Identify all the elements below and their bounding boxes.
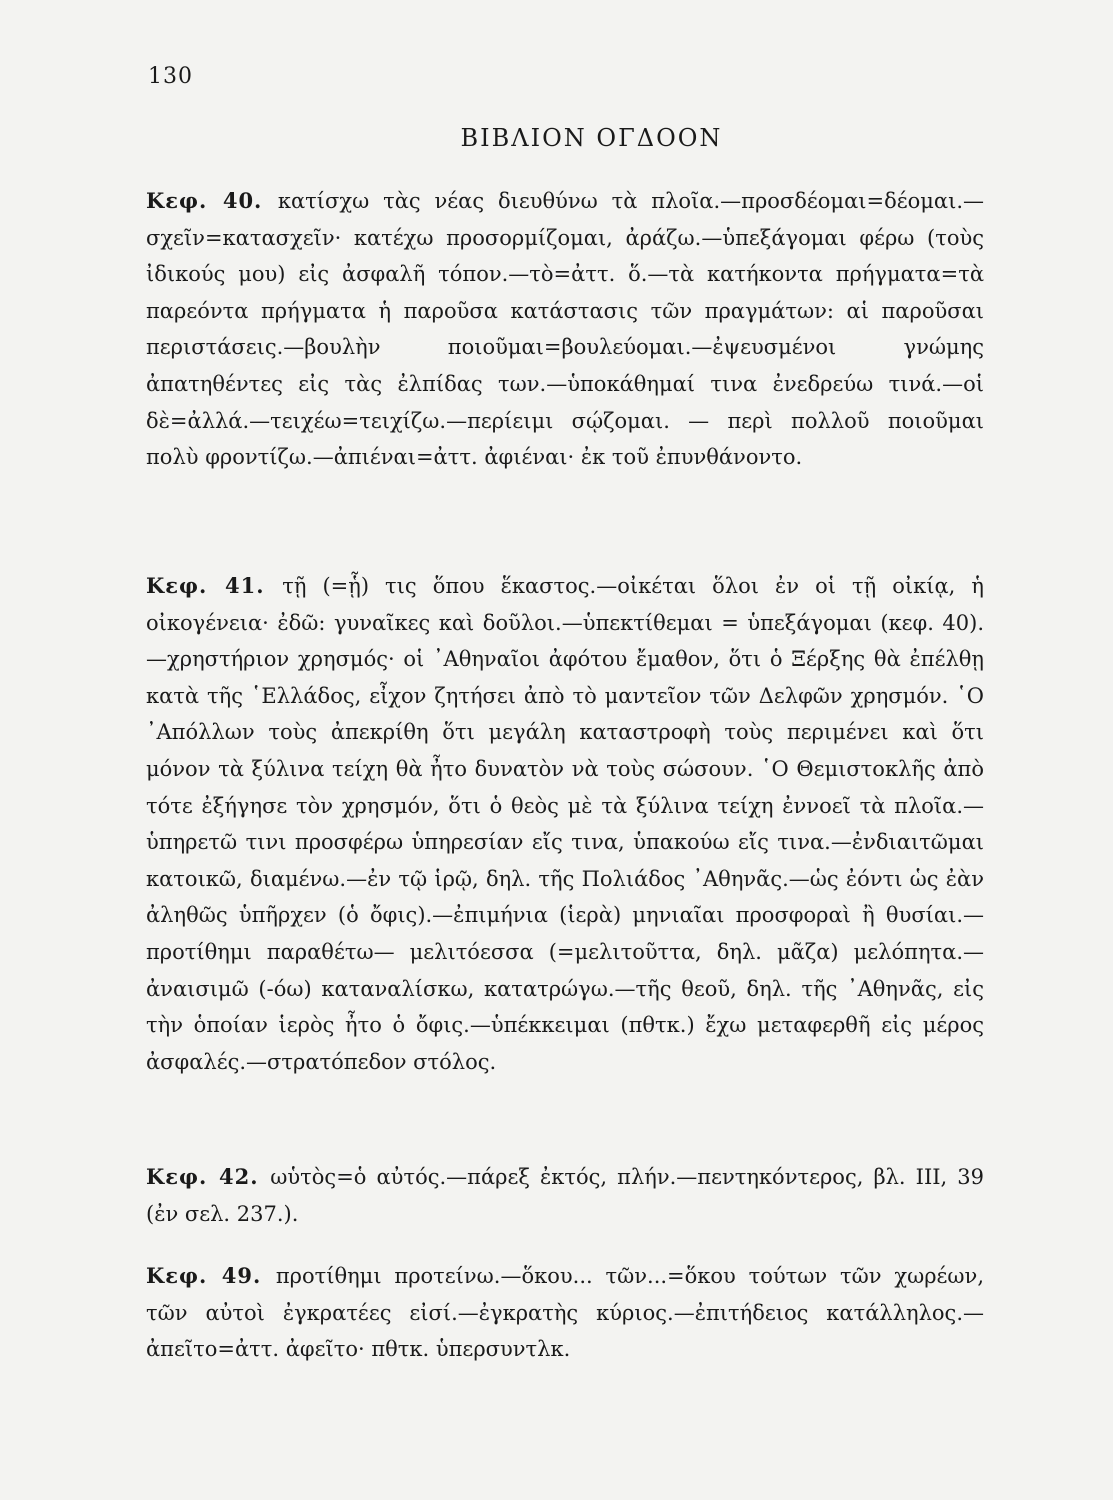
commentary-section-49 xyxy=(146,1258,984,1368)
chapter-label: Κεφ. 41. xyxy=(146,573,283,598)
commentary-text: προτίθημι προτείνω.—ὅκου... τῶν...=ὅκου τούτων τῶν χωρέων, τῶν αὐτοὶ ἐγκρατέες εἰσί.—ἐγκρατὴς κύριος.—ἐπιτήδειος κατάλληλος.—ἀπεῖτο=ἀττ. ἀφεῖτο· πθτκ. ὑπερσυντλκ. xyxy=(146,1264,984,1362)
commentary-section-42 xyxy=(146,1159,984,1232)
commentary-text: κατίσχω τὰς νέας διευθύνω τὰ πλοῖα.—προσδέομαι=δέομαι.—σχεῖν=κατασχεῖν· κατέχω προσορμίζομαι, ἀράζω.—ὑπεξάγομαι φέρω (τοὺς ἰδικούς μου) εἰς ἀσφαλῆ τόπον.—τὸ=ἀττ. ὅ.—τὰ κατήκοντα πρήγματα=τὰ παρεόντα πρήγματα ἡ παροῦσα κατάστασις τῶν πραγμάτων: αἱ παροῦσαι περιστάσεις.—βουλὴν ποιοῦμαι=βουλεύομαι.—ἐψευσμένοι γνώμης ἀπατηθέντες εἰς τὰς ἐλπίδας των.—ὑποκάθημαί τινα ἐνεδρεύω τινά.—οἱ δὲ=ἀλλά.—τειχέω=τειχίζω.—περίειμι σῴζομαι. — περὶ πολλοῦ ποιοῦμαι πολὺ φροντίζω.—ἀπιέναι=ἀττ. ἀφιέναι· ἐκ τοῦ ἐπυνθάνοντο. xyxy=(146,189,984,470)
chapter-label: Κεφ. 49. xyxy=(146,1263,276,1288)
page-number: 130 xyxy=(148,64,193,89)
chapter-label: Κεφ. 40. xyxy=(146,188,278,213)
page-title: ΒΙΒΛΙΟΝ ΟΓΔΟΟΝ xyxy=(460,124,723,152)
commentary-section-41 xyxy=(146,568,984,1080)
chapter-label: Κεφ. 42. xyxy=(146,1164,271,1189)
commentary-section-40 xyxy=(146,183,984,476)
commentary-text: τῇ (=ᾗ) τις ὅπου ἕκαστος.—οἰκέται ὅλοι ἐν οἱ τῇ οἰκίᾳ, ἡ οἰκογένεια· ἐδῶ: γυναῖκες καὶ δοῦλοι.—ὑπεκτίθεμαι = ὑπεξάγομαι (κεφ. 40).—χρηστήριον χρησμός· οἱ ᾿Αθηναῖοι ἀφότου ἔμαθον, ὅτι ὁ Ξέρξης θὰ ἐπέλθῃ κατὰ τῆς ῾Ελλάδος, εἶχον ζητήσει ἀπὸ τὸ μαντεῖον τῶν Δελφῶν χρησμόν. ῾Ο ᾿Απόλλων τοὺς ἀπεκρίθη ὅτι μεγάλη καταστροφὴ τοὺς περιμένει καὶ ὅτι μόνον τὰ ξύλινα τείχη θὰ ἦτο δυνατὸν νὰ τοὺς σώσουν. ῾Ο Θεμιστοκλῆς ἀπὸ τότε ἐξήγησε τὸν χρησμόν, ὅτι ὁ θεὸς μὲ τὰ ξύλινα τείχη ἐννοεῖ τὰ πλοῖα.—ὑπηρετῶ τινι προσφέρω ὑπηρεσίαν εἴς τινα, ὑπακούω εἴς τινα.—ἐνδιαιτῶμαι κατοικῶ, διαμένω.—ἐν τῷ ἱρῷ, δηλ. τῆς Πολιάδος ᾿Αθηνᾶς.—ὡς ἐόντι ὡς ἐὰν ἀληθῶς ὑπῆρχεν (ὁ ὄφις).—ἐπιμήνια (ἱερὰ) μηνιαῖαι προσφοραὶ ἢ θυσίαι.—προτίθημι παραθέτω— μελιτόεσσα (=μελιτοῦττα, δηλ. μᾶζα) μελόπητα.—ἀναισιμῶ (-όω) καταναλίσκω, κατατρώγω.—τῆς θεοῦ, δηλ. τῆς ᾿Αθηνᾶς, εἰς τὴν ὁποίαν ἱερὸς ἦτο ὁ ὄφις.—ὑπέκκειμαι (πθτκ.) ἔχω μεταφερθῆ εἰς μέρος ἀσφαλές.—στρατόπεδον στόλος. xyxy=(146,574,984,1074)
commentary-text: ωὑτὸς=ὁ αὐτός.—πάρεξ ἐκτός, πλήν.—πεντηκόντερος, βλ. ΙΙΙ, 39 (ἐν σελ. 237.). xyxy=(146,1165,984,1226)
